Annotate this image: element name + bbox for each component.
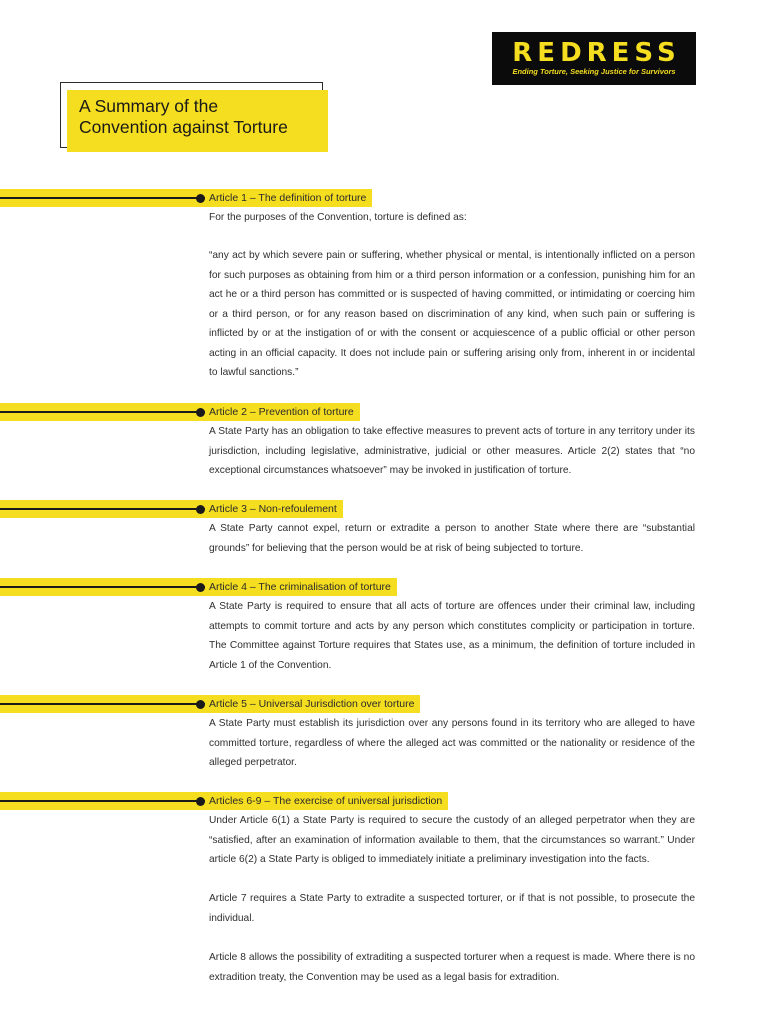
section-paragraph: A State Party has an obligation to take effective measures to prevent acts of torture in any territory under its jurisdiction, including legislative, administrative, judicial or other measures. Article 2(2) states that “no exceptional circumstances whatsoever” may be invoked in justification of torture. [209, 426, 695, 476]
section-rule [0, 508, 205, 510]
section-heading: Articles 6-9 – The exercise of universal jurisdiction [205, 792, 448, 810]
logo-wordmark: REDRESS [512, 38, 681, 68]
section-heading: Article 3 – Non-refoulement [205, 500, 343, 518]
bullet-dot-icon [196, 583, 205, 592]
section-heading: Article 1 – The definition of torture [205, 189, 372, 207]
section-paragraph: For the purposes of the Convention, torture is defined as: [209, 212, 467, 223]
bullet-dot-icon [196, 194, 205, 203]
section-rule [0, 197, 205, 199]
bullet-dot-icon [196, 700, 205, 709]
section-rule [0, 703, 205, 705]
section-paragraph: Article 7 requires a State Party to extradite a suspected torturer, or if that is not possible, to prosecute the individual. [209, 893, 695, 924]
section-paragraph: Under Article 6(1) a State Party is required to secure the custody of an alleged perpetrator when they are “satisfied, after an examination of information available to them, that the circumstances so warrant.” Under article 6(2) a State Party is obliged to immediately initiate a preliminary investigation into the facts. [209, 815, 695, 865]
section-paragraph: A State Party is required to ensure that all acts of torture are offences under their criminal law, including attempts to commit torture and acts by any person which constitutes complicity or participation in torture. The Committee against Torture requires that States use, as a minimum, the definition of torture included in Article 1 of the Convention. [209, 601, 695, 671]
title-line-1: A Summary of the [79, 96, 219, 116]
section-rule [0, 800, 205, 802]
bullet-dot-icon [196, 505, 205, 514]
section-paragraph: Article 8 allows the possibility of extraditing a suspected torturer when a request is made. Where there is no extradition treaty, the Convention may be used as a legal basis for extradition. [209, 952, 695, 983]
section-heading: Article 2 – Prevention of torture [205, 403, 360, 421]
bullet-dot-icon [196, 408, 205, 417]
bullet-dot-icon [196, 797, 205, 806]
logo-tagline: Ending Torture, Seeking Justice for Survivors [512, 67, 676, 76]
redress-logo [492, 32, 696, 85]
section-heading: Article 4 – The criminalisation of torture [205, 578, 397, 596]
section-rule [0, 411, 205, 413]
section-heading: Article 5 – Universal Jurisdiction over torture [205, 695, 420, 713]
section-paragraph: “any act by which severe pain or suffering, whether physical or mental, is intentionally inflicted on a person for such purposes as obtaining from him or a third person information or a confession, punishing him for an act he or a third person has committed or is suspected of having committed, or intimidating or coercing him or a third person, or for any reason based on discrimination of any kind, when such pain or suffering is inflicted by or at the instigation of or with the consent or acquiescence of a public official or other person acting in an official capacity. It does not include pain or suffering arising only from, inherent in or incidental to lawful sanctions.” [209, 250, 695, 378]
section-paragraph: A State Party cannot expel, return or extradite a person to another State where there are “substantial grounds” for believing that the person would be at risk of being subjected to torture. [209, 523, 695, 554]
section-rule [0, 586, 205, 588]
title-line-2: Convention against Torture [79, 117, 288, 137]
section-paragraph: A State Party must establish its jurisdiction over any persons found in its territory who are alleged to have committed torture, regardless of where the alleged act was committed or the nationality or residence of the alleged perpetrator. [209, 718, 695, 768]
page-title [67, 90, 328, 152]
